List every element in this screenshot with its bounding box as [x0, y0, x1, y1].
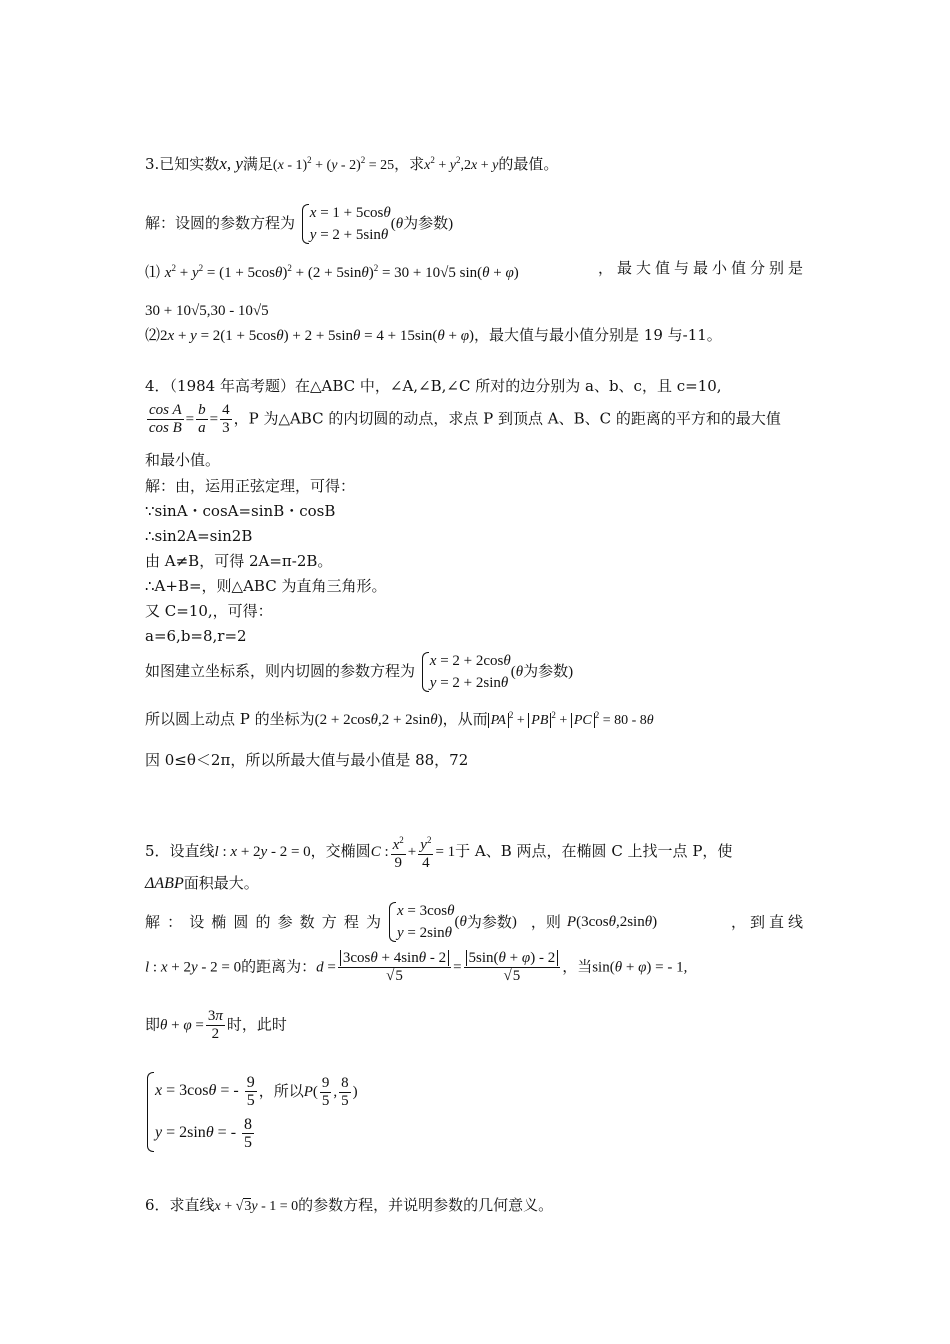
problem-3-solution-setup: 解：设圆的参数方程为 x = 1 + 5cosθ y = 2 + 5sinθ (θ为参数): [145, 202, 453, 246]
problem-4-step-2: ∵sinA・cosA=sinB・cosB: [145, 502, 336, 520]
ellipse-param-system: x = 3cosθ y = 2sinθ: [387, 900, 455, 944]
problem-4-step-6: 又 C=10,，可得：: [145, 602, 273, 620]
circle-param-system: x = 1 + 5cosθ y = 2 + 5sinθ: [300, 202, 391, 246]
incircle-param-system: x = 2 + 2cosθ y = 2 + 2sinθ: [420, 650, 511, 694]
problem-6-statement: 6．求直线x + √3y - 1 = 0的参数方程，并说明参数的几何意义。: [145, 1196, 554, 1214]
problem-3-part-1: ⑴ $x^2 + y^2 = (1 + 5\cos\theta)^2 + (2 + 5\sin\theta)^2 = 30 + 10√5$ sin(θ + φ) ，最大值与最小值分别是: [145, 259, 807, 281]
problem-5-statement-line-1: 5．设直线l : x + 2y - 2 = 0，交椭圆C : $\frac{x^2}{9}$ + $\frac{y^2}{4}$ = 1于 A、B 两点，在椭圆 C 上找一点 P，使: [145, 832, 732, 872]
problem-4-statement-line-3: 和最小值。: [145, 451, 221, 469]
problem-5-statement-line-2: ΔABP面积最大。: [145, 874, 259, 892]
problem-4-step-5: ∴A+B=，则△ABC 为直角三角形。: [145, 577, 387, 595]
problem-3-part-1-values: 30 + 10√5,30 - 10√5: [145, 303, 269, 319]
problem-5-solution-label: 解 ： 设 椭 圆 的 参 数 方 程 为: [145, 913, 381, 931]
problem-5-solution-param: 解 ： 设 椭 圆 的 参 数 方 程 为 x = 3cosθ y = 2sinθ (θ 为参数 ) ，则 P(3cosθ,2sinθ) ，到直线: [145, 900, 807, 944]
problem-5-distance: l : x + 2y - 2 = 0的距离为：d = $\frac{3\cos\theta + 4\sin\theta - 2}{√5}$ = $\frac{5\sin(\theta + \varphi) - 2}{√5}$ ，当sin(θ + φ) = - 1,: [145, 950, 688, 984]
problem-4-point-coordinates: 所以圆上动点 P 的坐标为(2 + 2cosθ,2 + 2sinθ)，从而 PA $^2$ + PB $^2$ + PC $^2$ = 80 - 8θ: [145, 710, 654, 728]
problem-4-step-4: 由 A≠B，可得 2A=π-2B。: [145, 552, 333, 570]
problem-4-conclusion: 因 0≤θ＜2π，所以所最大值与最小值是 88，72: [145, 751, 469, 769]
problem-4-step-7: a=6,b=8,r=2: [145, 627, 247, 645]
problem-4-statement-line-2: $\frac{\text{cos A}}{\text{cos B}}$ = $\frac{b}{a}$ = $\frac{4}{3}$ ，P 为△ABC 的内切圆的动点，求点 P 到顶点 A、B、C 的距离的平方和的最大值: [148, 402, 781, 436]
result-system: x = 3cosθ = - $\frac{9}{5}$ y = 2sinθ = - $\frac{8}{5}$: [145, 1070, 259, 1154]
problem-4-statement-line-1: 4．（1984 年高考题）在△ABC 中，∠A,∠B,∠C 所对的边分别为 a、b、c，且 c=10,: [145, 377, 722, 395]
problem-5-angle: 即θ + φ = $\frac{3\pi}{2}$ 时，此时: [145, 1008, 287, 1042]
problem-3-part-2: ⑵2x + y = 2(1 + 5cosθ) + 2 + 5sinθ = 4 + 15sin(θ + φ)，最大值与最小值分别是 19 与-11。: [145, 326, 722, 344]
problem-3-statement: 3.已知实数x, y满足(x - 1)$^2$ + (y - 2)$^2$ = 25，求$x^2 + y^2,2x + y$的最值。: [145, 154, 559, 173]
problem-4-step-1: 解：由，运用正弦定理，可得：: [145, 477, 356, 495]
problem-4-incircle-param: 如图建立坐标系，则内切圆的参数方程为 x = 2 + 2cosθ y = 2 + 2sinθ (θ为参数): [145, 650, 573, 694]
problem-4-step-3: ∴sin2A=sin2B: [145, 527, 253, 545]
problem-5-result: x = 3cosθ = - $\frac{9}{5}$ y = 2sinθ = - $\frac{8}{5}$ ，所以P( $\frac{9}{5}$ , $\frac{8}{5}$ ): [145, 1070, 358, 1154]
